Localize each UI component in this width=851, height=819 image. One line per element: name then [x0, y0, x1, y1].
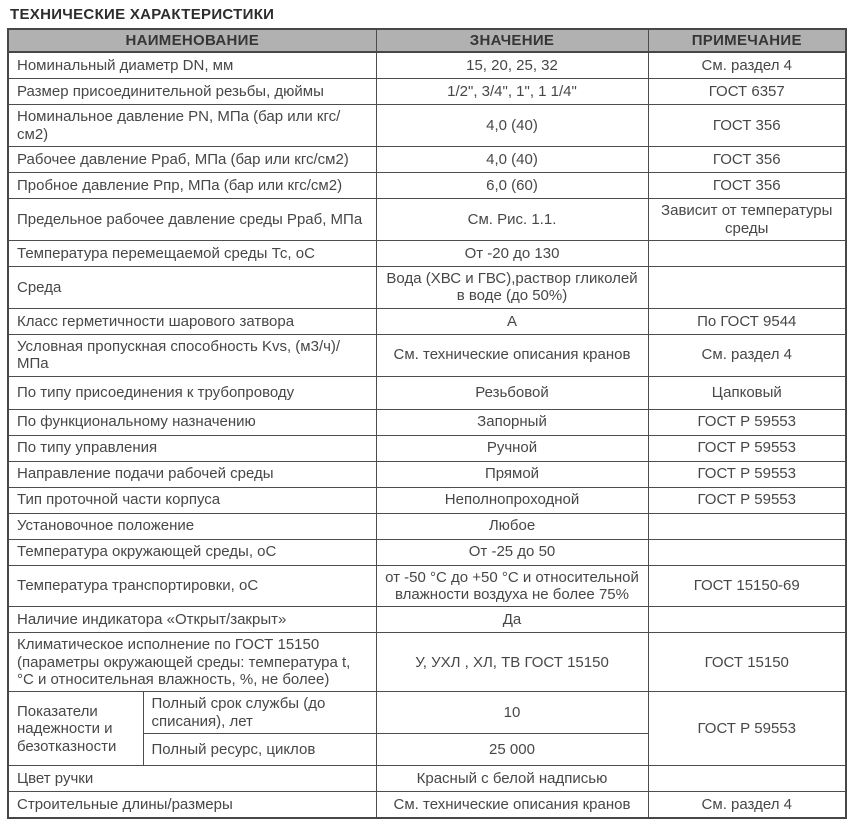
table-row — [8, 52, 846, 79]
row-value: 4,0 (40) — [376, 105, 648, 147]
row-note: ГОСТ Р 59553 — [648, 435, 846, 461]
row-name: Цвет ручки — [8, 766, 376, 792]
table-row — [8, 513, 846, 539]
row-name: Строительные длины/размеры — [8, 792, 376, 819]
row-value: Резьбовой — [376, 376, 648, 409]
row-name: Размер присоединительной резьбы, дюймы — [8, 79, 376, 105]
row-value: 6,0 (60) — [376, 173, 648, 199]
table-row — [8, 766, 846, 792]
row-name: Наличие индикатора «Открыт/закрыт» — [8, 607, 376, 633]
row-note — [648, 240, 846, 266]
row-note: ГОСТ 15150-69 — [648, 565, 846, 607]
table-header-row — [8, 29, 846, 52]
row-note: Цапковый — [648, 376, 846, 409]
table-row — [8, 607, 846, 633]
row-value: Да — [376, 607, 648, 633]
row-name: Предельное рабочее давление среды Рраб, МПа — [8, 199, 376, 241]
table-row — [8, 334, 846, 376]
row-note: ГОСТ 6357 — [648, 79, 846, 105]
table-row — [8, 199, 846, 241]
table-row — [8, 79, 846, 105]
row-value: Ручной — [376, 435, 648, 461]
row-name: Направление подачи рабочей среды — [8, 461, 376, 487]
row-note: См. раздел 4 — [648, 792, 846, 819]
row-value: 15, 20, 25, 32 — [376, 52, 648, 79]
table-row — [8, 792, 846, 819]
row-note: ГОСТ 356 — [648, 173, 846, 199]
table-row — [8, 105, 846, 147]
row-name: Условная пропускная способность Kvs, (м3/ч)/МПа — [8, 334, 376, 376]
row-name: По типу управления — [8, 435, 376, 461]
page-title: ТЕХНИЧЕСКИЕ ХАРАКТЕРИСТИКИ — [10, 6, 275, 23]
sub-row-name: Полный срок службы (до списания), лет — [143, 692, 376, 734]
row-note: См. раздел 4 — [648, 334, 846, 376]
row-value: См. технические описания кранов — [376, 334, 648, 376]
row-value: От -25 до 50 — [376, 539, 648, 565]
row-note: ГОСТ 15150 — [648, 633, 846, 692]
row-value: См. Рис. 1.1. — [376, 199, 648, 241]
row-name: Номинальное давление PN, МПа (бар или кгс/см2) — [8, 105, 376, 147]
group-row-name: Показатели надежности и безотказности — [8, 692, 143, 766]
row-value: Красный с белой надписью — [376, 766, 648, 792]
row-name: Климатическое исполнение по ГОСТ 15150 (параметры окружающей среды: температура t, °С и относительная влажность, %, не более) — [8, 633, 376, 692]
row-name: Температура окружающей среды, оС — [8, 539, 376, 565]
row-name: Среда — [8, 266, 376, 308]
row-note: ГОСТ Р 59553 — [648, 461, 846, 487]
row-value: У, УХЛ , ХЛ, ТВ ГОСТ 15150 — [376, 633, 648, 692]
table-row — [8, 487, 846, 513]
row-value: См. технические описания кранов — [376, 792, 648, 819]
table-row — [8, 633, 846, 692]
row-note: Зависит от температуры среды — [648, 199, 846, 241]
table-row — [8, 240, 846, 266]
row-name: По функциональному назначению — [8, 409, 376, 435]
header-value: ЗНАЧЕНИЕ — [376, 29, 648, 52]
row-name: Установочное положение — [8, 513, 376, 539]
row-note — [648, 539, 846, 565]
row-value: от -50 °С до +50 °С и относительной влажности воздуха не более 75% — [376, 565, 648, 607]
table-row — [8, 565, 846, 607]
row-name: Тип проточной части корпуса — [8, 487, 376, 513]
table-row — [8, 266, 846, 308]
row-name: Номинальный диаметр DN, мм — [8, 52, 376, 79]
row-value: 1/2", 3/4", 1", 1 1/4" — [376, 79, 648, 105]
row-note: ГОСТ 356 — [648, 105, 846, 147]
sub-row-name: Полный ресурс, циклов — [143, 734, 376, 766]
row-note: По ГОСТ 9544 — [648, 308, 846, 334]
table-row — [8, 539, 846, 565]
row-name: Пробное давление Рпр, МПа (бар или кгс/см2) — [8, 173, 376, 199]
row-note — [648, 513, 846, 539]
row-value: Запорный — [376, 409, 648, 435]
table-row — [8, 147, 846, 173]
row-value: От -20 до 130 — [376, 240, 648, 266]
table-row-group — [8, 692, 846, 734]
row-note — [648, 266, 846, 308]
header-note: ПРИМЕЧАНИЕ — [648, 29, 846, 52]
row-value: Любое — [376, 513, 648, 539]
row-value: Неполнопроходной — [376, 487, 648, 513]
row-value: Вода (ХВС и ГВС),раствор гликолей в воде (до 50%) — [376, 266, 648, 308]
specifications-table — [7, 28, 847, 819]
row-name: Температура перемещаемой среды Тс, оС — [8, 240, 376, 266]
table-row — [8, 376, 846, 409]
sub-row-value: 25 000 — [376, 734, 648, 766]
row-note: См. раздел 4 — [648, 52, 846, 79]
group-row-note: ГОСТ Р 59553 — [648, 692, 846, 766]
row-name: По типу присоединения к трубопроводу — [8, 376, 376, 409]
row-note: ГОСТ Р 59553 — [648, 487, 846, 513]
header-name: НАИМЕНОВАНИЕ — [8, 29, 376, 52]
table-row — [8, 461, 846, 487]
table-row — [8, 409, 846, 435]
row-value: Прямой — [376, 461, 648, 487]
table-row — [8, 435, 846, 461]
table-row — [8, 173, 846, 199]
sub-row-value: 10 — [376, 692, 648, 734]
row-name: Рабочее давление Рраб, МПа (бар или кгс/см2) — [8, 147, 376, 173]
row-note — [648, 607, 846, 633]
row-value: А — [376, 308, 648, 334]
table-row — [8, 308, 846, 334]
row-note: ГОСТ 356 — [648, 147, 846, 173]
row-note: ГОСТ Р 59553 — [648, 409, 846, 435]
row-name: Класс герметичности шарового затвора — [8, 308, 376, 334]
row-name: Температура транспортировки, оС — [8, 565, 376, 607]
row-note — [648, 766, 846, 792]
row-value: 4,0 (40) — [376, 147, 648, 173]
